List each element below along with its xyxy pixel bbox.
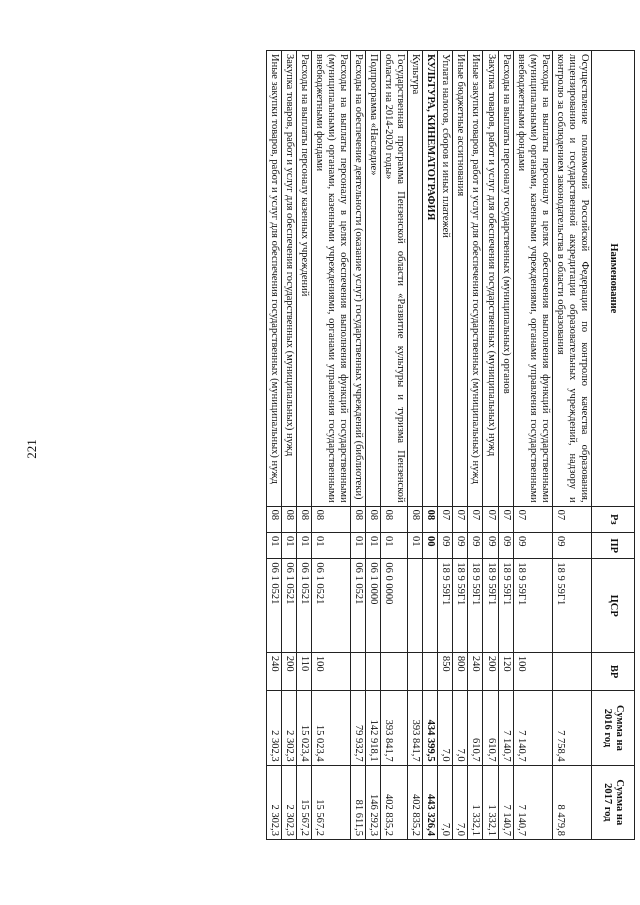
cell-name: Иные закупки товаров, работ и услуг для обеспечения государственных (муниципальных) нужд (266, 51, 281, 507)
cell-csr: 06 1 0521 (296, 559, 311, 653)
cell-sum-2017: 146 292,3 (366, 765, 381, 839)
cell-sum-2016: 610,7 (483, 691, 498, 765)
cell-pr: 01 (296, 533, 311, 559)
table-row (408, 51, 423, 840)
table-row (350, 51, 365, 840)
cell-rz: 08 (350, 506, 365, 532)
cell-csr (408, 559, 423, 653)
cell-csr: 18 9 59Г1 (498, 559, 513, 653)
cell-vr (381, 652, 408, 690)
cell-pr: 09 (483, 533, 498, 559)
cell-rz: 08 (281, 506, 296, 532)
cell-sum-2017: 402 835,2 (408, 765, 423, 839)
cell-pr: 01 (281, 533, 296, 559)
cell-sum-2017: 402 835,2 (381, 765, 408, 839)
cell-rz: 08 (311, 506, 350, 532)
cell-name: Закупка товаров, работ и услуг для обеспечения государственных (муниципальных) нужд (281, 51, 296, 507)
cell-csr: 06 1 0521 (350, 559, 365, 653)
cell-csr: 06 1 0521 (281, 559, 296, 653)
cell-pr: 09 (552, 533, 591, 559)
cell-name: Расходы на выплаты персоналу казенных учреждений (296, 51, 311, 507)
cell-sum-2017: 1 332,1 (468, 765, 483, 839)
table-row (552, 51, 591, 840)
cell-vr: 100 (311, 652, 350, 690)
cell-csr: 18 9 59Г1 (468, 559, 483, 653)
cell-name: КУЛЬТУРА, КИНЕМАТОГРАФИЯ (423, 51, 438, 507)
page-number: 221 (24, 439, 39, 459)
header-pr: ПР (592, 533, 635, 559)
cell-sum-2017: 7,0 (438, 765, 453, 839)
cell-vr: 120 (498, 652, 513, 690)
cell-csr: 18 9 59Г1 (438, 559, 453, 653)
cell-sum-2017: 2 302,3 (266, 765, 281, 839)
table-row (438, 51, 453, 840)
cell-sum-2016: 7 140,7 (498, 691, 513, 765)
cell-vr: 850 (438, 652, 453, 690)
cell-pr: 09 (453, 533, 468, 559)
cell-sum-2017: 443 326,4 (423, 765, 438, 839)
table-row (468, 51, 483, 840)
cell-vr (350, 652, 365, 690)
cell-sum-2016: 7,0 (438, 691, 453, 765)
header-name: Наименование (592, 51, 635, 507)
cell-pr: 09 (468, 533, 483, 559)
cell-csr: 18 9 59Г1 (513, 559, 552, 653)
cell-pr: 09 (438, 533, 453, 559)
cell-vr: 240 (266, 652, 281, 690)
table-row (366, 51, 381, 840)
header-sum-2017: Сумма на 2017 год (592, 765, 635, 839)
cell-rz: 08 (366, 506, 381, 532)
cell-rz: 07 (483, 506, 498, 532)
cell-rz: 07 (468, 506, 483, 532)
cell-name: Расходы на выплаты персоналу в целях обеспечения выполнения функций государственными (муниципальными) органами, казенными учреждениями, органами управления государственными внебюджетными фондами (311, 51, 350, 507)
table-body (266, 51, 591, 840)
cell-name: Закупка товаров, работ и услуг для обеспечения государственных (муниципальных) нужд (483, 51, 498, 507)
cell-csr: 06 1 0000 (366, 559, 381, 653)
table-row (266, 51, 281, 840)
cell-pr: 01 (366, 533, 381, 559)
cell-pr: 01 (408, 533, 423, 559)
table-row (498, 51, 513, 840)
cell-sum-2016: 7 758,4 (552, 691, 591, 765)
cell-sum-2016: 15 023,4 (311, 691, 350, 765)
cell-sum-2017: 7,0 (453, 765, 468, 839)
cell-sum-2017: 7 140,7 (513, 765, 552, 839)
table-row (453, 51, 468, 840)
cell-name: Расходы на выплаты персоналу в целях обеспечения выполнения функций государственными (муниципальными) органами, казенными учреждениями, органами управления государственными внебюджетными фондами (513, 51, 552, 507)
header-csr: ЦСР (592, 559, 635, 653)
cell-rz: 07 (513, 506, 552, 532)
table-header-row (592, 51, 635, 840)
cell-rz: 08 (266, 506, 281, 532)
cell-csr: 18 9 59Г1 (453, 559, 468, 653)
cell-rz: 08 (423, 506, 438, 532)
table-row (483, 51, 498, 840)
cell-pr: 01 (311, 533, 350, 559)
cell-vr (423, 652, 438, 690)
cell-name: Иные бюджетные ассигнования (453, 51, 468, 507)
cell-sum-2016: 7,0 (453, 691, 468, 765)
cell-pr: 01 (266, 533, 281, 559)
cell-sum-2016: 142 918,1 (366, 691, 381, 765)
cell-sum-2016: 2 302,3 (281, 691, 296, 765)
cell-rz: 08 (381, 506, 408, 532)
cell-sum-2016: 393 841,7 (408, 691, 423, 765)
budget-table (266, 50, 635, 840)
table-row (423, 51, 438, 840)
cell-csr: 06 1 0521 (266, 559, 281, 653)
header-sum-2016: Сумма на 2016 год (592, 691, 635, 765)
cell-pr: 01 (381, 533, 408, 559)
cell-vr: 200 (483, 652, 498, 690)
cell-sum-2017: 81 611,5 (350, 765, 365, 839)
cell-name: Государственная программа Пензенской области «Развитие культуры и туризма Пензенской области на 2014-2020 годы» (381, 51, 408, 507)
cell-name: Осуществление полномочий Российской Федерации по контролю качества образования, лицензированию и государственной аккредитации образовательных учреждений, надзору и контролю за соблюдением законодательства в области образования (552, 51, 591, 507)
table-row (513, 51, 552, 840)
cell-rz: 07 (498, 506, 513, 532)
cell-sum-2016: 2 302,3 (266, 691, 281, 765)
cell-sum-2016: 434 399,5 (423, 691, 438, 765)
cell-sum-2016: 393 841,7 (381, 691, 408, 765)
cell-csr: 06 0 0000 (381, 559, 408, 653)
cell-csr (423, 559, 438, 653)
cell-rz: 08 (408, 506, 423, 532)
cell-sum-2017: 1 332,1 (483, 765, 498, 839)
cell-sum-2016: 79 932,7 (350, 691, 365, 765)
cell-vr: 110 (296, 652, 311, 690)
cell-sum-2017: 8 479,8 (552, 765, 591, 839)
cell-sum-2017: 15 567,2 (311, 765, 350, 839)
cell-pr: 01 (350, 533, 365, 559)
cell-sum-2017: 7 140,7 (498, 765, 513, 839)
header-vr: ВР (592, 652, 635, 690)
cell-name: Расходы на обеспечение деятельности (оказание услуг) государственных учреждений (библиотеки) (350, 51, 365, 507)
cell-vr: 100 (513, 652, 552, 690)
cell-csr: 18 9 59Г1 (552, 559, 591, 653)
cell-name: Уплата налогов, сборов и иных платежей (438, 51, 453, 507)
cell-sum-2017: 15 567,2 (296, 765, 311, 839)
cell-name: Расходы на выплаты персоналу государственных (муниципальных) органов (498, 51, 513, 507)
cell-csr: 06 1 0521 (311, 559, 350, 653)
cell-rz: 08 (296, 506, 311, 532)
cell-pr: 09 (498, 533, 513, 559)
cell-sum-2016: 15 023,4 (296, 691, 311, 765)
cell-vr (552, 652, 591, 690)
cell-name: Подпрограмма «Наследие» (366, 51, 381, 507)
cell-vr (408, 652, 423, 690)
cell-rz: 07 (438, 506, 453, 532)
cell-vr: 240 (468, 652, 483, 690)
cell-name: Иные закупки товаров, работ и услуг для обеспечения государственных (муниципальных) нужд (468, 51, 483, 507)
cell-csr: 18 9 59Г1 (483, 559, 498, 653)
cell-vr (366, 652, 381, 690)
cell-vr: 800 (453, 652, 468, 690)
cell-name: Культура (408, 51, 423, 507)
cell-sum-2016: 7 140,7 (513, 691, 552, 765)
table-row (311, 51, 350, 840)
cell-sum-2017: 2 302,3 (281, 765, 296, 839)
cell-rz: 07 (453, 506, 468, 532)
table-row (296, 51, 311, 840)
cell-rz: 07 (552, 506, 591, 532)
cell-vr: 200 (281, 652, 296, 690)
table-row (281, 51, 296, 840)
cell-sum-2016: 610,7 (468, 691, 483, 765)
header-rz: Рз (592, 506, 635, 532)
cell-pr: 09 (513, 533, 552, 559)
cell-pr: 00 (423, 533, 438, 559)
table-row (381, 51, 408, 840)
